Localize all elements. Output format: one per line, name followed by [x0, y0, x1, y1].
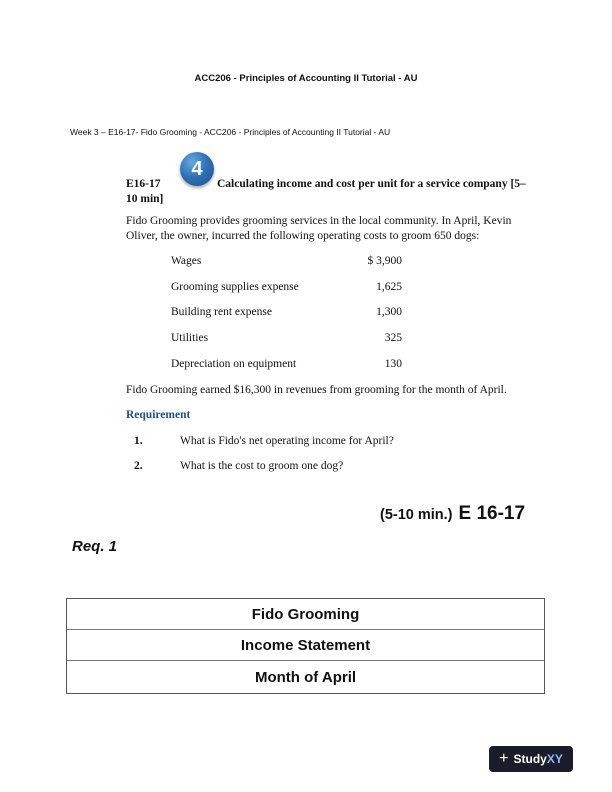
exercise-id: E16-17	[126, 178, 161, 190]
exercise-title-cont: 10 min]	[126, 193, 164, 205]
statement-title: Income Statement	[67, 630, 544, 661]
statement-company: Fido Grooming	[67, 599, 544, 630]
requirement-label: Req. 1	[72, 538, 118, 555]
cost-label: Grooming supplies expense	[171, 281, 299, 293]
question-number: 1.	[134, 435, 143, 447]
brand-name-accent: XY	[546, 752, 563, 766]
cost-label: Building rent expense	[171, 306, 272, 318]
learning-objective-badge: 4	[180, 152, 214, 186]
document-title: ACC206 - Principles of Accounting II Tutorial - AU	[194, 73, 418, 84]
requirement-heading: Requirement	[126, 409, 191, 421]
cost-label: Utilities	[171, 332, 209, 344]
cost-value: 325	[384, 332, 402, 344]
statement-period: Month of April	[254, 668, 357, 686]
question-text: What is the cost to groom one dog?	[180, 460, 344, 472]
brand-logo[interactable]	[489, 746, 573, 772]
cost-label: Wages	[171, 255, 202, 267]
cost-value: 130	[384, 358, 402, 370]
brand-name	[513, 752, 562, 766]
time-tag: (5-10 min.)	[380, 507, 453, 523]
revenue-statement: Fido Grooming earned $16,300 in revenues from grooming for the month of April.	[126, 384, 507, 396]
exercise-tag	[380, 503, 525, 525]
exercise-title: Calculating income and cost per unit for a service company [5–	[217, 178, 526, 190]
exercise-description: Fido Grooming provides grooming services in the local community. In April, Kevin Oliver, the owner, incurred the following operating costs to groom 650 dogs:	[126, 215, 512, 242]
exercise-number-tag: E 16-17	[458, 503, 526, 524]
cost-label: Depreciation on equipment	[171, 358, 297, 370]
brand-name-part: Study	[513, 752, 547, 766]
income-statement-header	[66, 598, 545, 694]
question-number: 2.	[134, 460, 143, 472]
question-text: What is Fido's net operating income for April?	[180, 435, 394, 447]
plus-icon: +	[499, 750, 509, 767]
document-subtitle: Week 3 – E16-17- Fido Grooming - ACC206 - Principles of Accounting II Tutorial - AU	[70, 127, 391, 137]
cost-value: $ 3,900	[367, 255, 402, 267]
cost-value: 1,625	[376, 281, 402, 293]
cost-value: 1,300	[376, 306, 402, 318]
